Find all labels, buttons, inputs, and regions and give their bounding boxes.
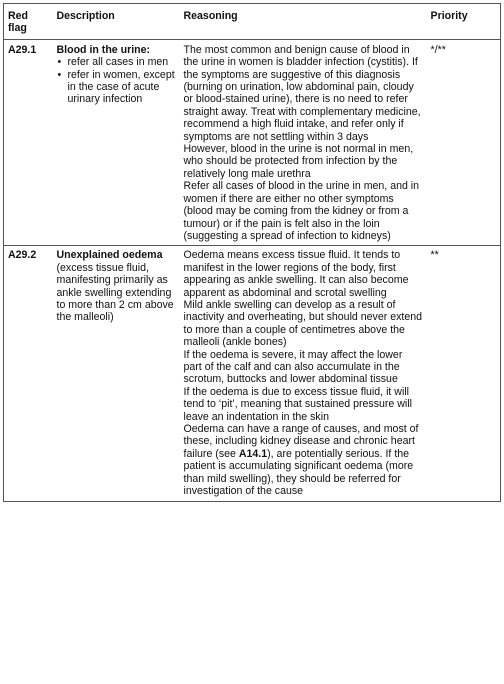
reasoning-paragraph: If the oedema is due to excess tissue fluid, it will tend to ‘pit’, meaning that sustained pressure will leave an indentation in the skin [183, 385, 412, 423]
priority-cell: ** [427, 246, 501, 502]
header-description: Description [53, 4, 180, 40]
description-bullets [57, 56, 176, 106]
description-title: Unexplained oedema [56, 249, 163, 262]
priority-cell: */** [430, 43, 446, 56]
description-cell [53, 39, 180, 246]
description-title: Blood in the urine: [56, 43, 151, 56]
header-priority: Priority [427, 4, 501, 40]
table-header-row [4, 4, 501, 40]
bullet-item: • refer in women, except in the case of acute urinary infection [68, 69, 176, 106]
table-row [4, 39, 501, 246]
reasoning-paragraph: Mild ankle swelling can develop as a result of inactivity and overheating, but should never extend to more than a couple of centimetres above the malleoli (ankle bones) [183, 298, 423, 349]
reasoning-paragraph: If the oedema is severe, it may affect the lower part of the calf and can also accumulate in the scrotum, buttocks and lower abdominal tissue [183, 348, 403, 386]
header-red-flag: Red flag [4, 4, 53, 40]
description-detail: (excess tissue fluid, manifesting primarily as ankle swelling extending to more than 2 cm above the malleoli) [56, 261, 174, 324]
reasoning-text: Oedema can have a range of causes, and most of these, including kidney disease and chronic heart failure (see [183, 423, 419, 460]
reasoning-cell [180, 246, 427, 502]
reasoning-paragraph: However, blood in the urine is not normal in men, who should be protected from infection by the relatively long male urethra [183, 143, 414, 180]
cross-reference: A14.1 [238, 447, 268, 460]
reasoning-cell [180, 39, 427, 246]
reasoning-paragraph: Oedema means excess tissue fluid. It tends to manifest in the lower regions of the body, first appearing as ankle swelling. It can also become apparent as abdominal and scrotal swelling [183, 249, 409, 299]
bullet-item: • refer all cases in men [68, 56, 176, 68]
reasoning-paragraph [184, 423, 423, 497]
header-reasoning: Reasoning [180, 4, 427, 40]
reasoning-paragraph: Refer all cases of blood in the urine in men, and in women if there are either no other symptoms (blood may be coming from the kidney or from a tumour) or if the pain is felt also in the loin (suggesting a spread of infection to kidneys) [183, 180, 420, 242]
reasoning-paragraph: The most common and benign cause of blood in the urine in women is bladder infection (cystitis). If the symptoms are suggestive of this diagnosis (burning on urination, low abdominal pain, cloudy or blood-stained urine), there is no need to refer straight away. Treat with complementary medicine, recommend a high fluid intake, and refer only if symptoms are not settling within 3 days [183, 43, 421, 143]
reasoning-text: ), are potentially serious. If the patient is accumulating significant oedema (more than mild swelling), they should be referred for investigation of the cause [183, 447, 414, 498]
red-flag-code: A29.2 [4, 246, 53, 502]
red-flag-code: A29.1 [8, 43, 37, 56]
red-flag-table [3, 3, 501, 502]
table-row [4, 246, 501, 502]
description-cell [53, 246, 180, 502]
